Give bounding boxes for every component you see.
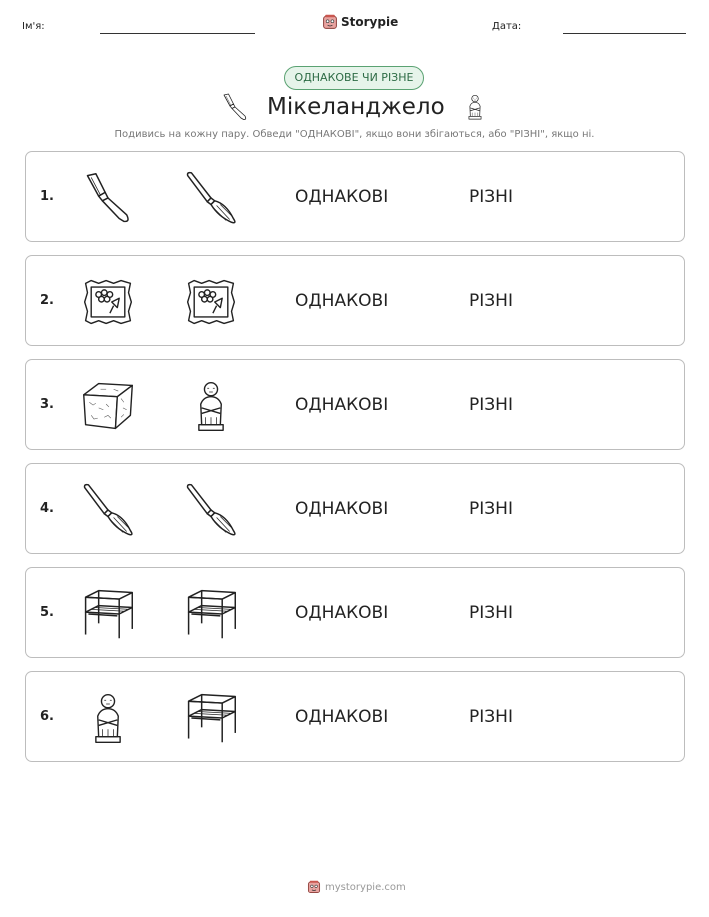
brand-name: Storypie	[341, 15, 399, 29]
option-same[interactable]: ОДНАКОВІ	[295, 187, 389, 207]
paintbrush-icon	[181, 170, 241, 226]
question-row	[25, 671, 685, 762]
question-row	[25, 255, 685, 346]
brand-logo	[322, 14, 398, 30]
option-different[interactable]: РІЗНІ	[469, 603, 513, 623]
name-label: Ім'я:	[22, 21, 45, 32]
fresco-panel-icon	[181, 274, 241, 330]
marble-block-icon	[78, 378, 138, 434]
scaffold-icon	[78, 586, 138, 642]
paintbrush-icon	[181, 482, 241, 538]
option-different[interactable]: РІЗНІ	[469, 707, 513, 727]
chisel-icon	[78, 170, 138, 226]
question-row	[25, 151, 685, 242]
chisel-icon	[220, 92, 250, 122]
worksheet-type-badge: ОДНАКОВЕ ЧИ РІЗНЕ	[284, 66, 424, 90]
date-label: Дата:	[492, 21, 522, 32]
date-line[interactable]	[563, 33, 686, 34]
question-row	[25, 463, 685, 554]
question-number: 6.	[40, 709, 54, 724]
option-same[interactable]: ОДНАКОВІ	[295, 499, 389, 519]
question-number: 3.	[40, 397, 54, 412]
question-number: 4.	[40, 501, 54, 516]
storypie-logo-icon	[322, 14, 338, 30]
paintbrush-icon	[78, 482, 138, 538]
footer-url: mystorypie.com	[325, 881, 406, 893]
instructions: Подивись на кожну пару. Обведи "ОДНАКОВІ", якщо вони збігаються, або "РІЗНІ", якщо ні.	[114, 129, 595, 140]
question-number: 5.	[40, 605, 54, 620]
option-different[interactable]: РІЗНІ	[469, 395, 513, 415]
question-number: 2.	[40, 293, 54, 308]
option-same[interactable]: ОДНАКОВІ	[295, 291, 389, 311]
name-line[interactable]	[100, 33, 255, 34]
option-different[interactable]: РІЗНІ	[469, 499, 513, 519]
question-row	[25, 567, 685, 658]
page-title: Мікеланджело	[267, 94, 445, 120]
scaffold-icon	[181, 690, 241, 746]
footer	[307, 880, 406, 894]
statue-icon	[181, 378, 241, 434]
question-number: 1.	[40, 189, 54, 204]
option-different[interactable]: РІЗНІ	[469, 187, 513, 207]
option-same[interactable]: ОДНАКОВІ	[295, 395, 389, 415]
storypie-logo-icon	[307, 880, 321, 894]
statue-icon	[461, 92, 489, 122]
statue-icon	[78, 690, 138, 746]
option-different[interactable]: РІЗНІ	[469, 291, 513, 311]
question-row	[25, 359, 685, 450]
fresco-panel-icon	[78, 274, 138, 330]
option-same[interactable]: ОДНАКОВІ	[295, 707, 389, 727]
scaffold-icon	[181, 586, 241, 642]
option-same[interactable]: ОДНАКОВІ	[295, 603, 389, 623]
